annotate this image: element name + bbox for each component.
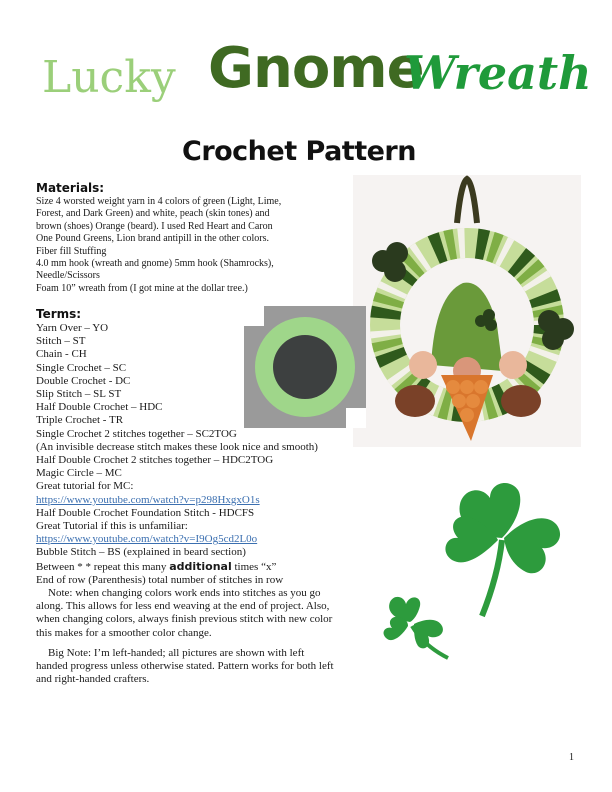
- title-subtitle: Crochet Pattern: [182, 136, 416, 167]
- terms-heading: Terms:: [36, 307, 82, 321]
- note-paragraph: Note: when changing colors work ends into stitches as you go along. This allows for less end weaving at the end of project. Also, when changing colors, always finish previous stitch with new color this makes for a smoother color change.: [36, 587, 333, 639]
- title-banner: [0, 36, 612, 167]
- materials-line: 4.0 mm hook (wreath and gnome) 5mm hook (Shamrocks),: [36, 258, 274, 270]
- term-line: Magic Circle – MC: [36, 467, 122, 480]
- term-line: Stitch – ST: [36, 335, 86, 348]
- title-gnome: Gnome: [208, 36, 424, 101]
- wreath-photo: [353, 175, 581, 447]
- term-line: Great Tutorial if this is unfamiliar:: [36, 520, 188, 533]
- term-line: Half Double Crochet 2 stitches together – HDC2TOG: [36, 454, 274, 467]
- materials-list: [36, 196, 336, 295]
- hdcfs-tutorial-link[interactable]: https://www.youtube.com/watch?v=I9Og5cd2L0o: [36, 533, 258, 546]
- big-note-paragraph: Big Note: I’m left-handed; all pictures are shown with left handed progress unless otherwise stated. Pattern works for both left and right-handed crafters.: [36, 646, 334, 686]
- materials-line: Forest, and Dark Green) and white, peach (skin tones) and: [36, 208, 270, 220]
- materials-line: Needle/Scissors: [36, 270, 100, 282]
- term-line: Single Crochet – SC: [36, 361, 127, 374]
- repeat-text-end: times “x”: [231, 560, 277, 573]
- term-line: Yarn Over – YO: [36, 322, 109, 334]
- shamrock-small-icon: [380, 590, 452, 662]
- term-line: Great tutorial for MC:: [36, 480, 134, 493]
- term-line: Slip Stitch – SL ST: [36, 388, 122, 401]
- term-line: Double Crochet - DC: [36, 374, 131, 387]
- term-line: (An invisible decrease stitch makes these look nice and smooth): [36, 440, 318, 453]
- foam-ring-photo: [244, 306, 366, 428]
- term-line: Half Double Crochet Foundation Stitch - HDCFS: [36, 506, 255, 519]
- repeat-line: [36, 560, 376, 574]
- materials-line: Size 4 worsted weight yarn in 4 colors of green (Light, Lime,: [36, 196, 282, 207]
- materials-line: Foam 10” wreath from (I got mine at the dollar tree.): [36, 282, 248, 294]
- term-line: Bubble Stitch – BS (explained in beard section): [36, 546, 246, 559]
- page-number: 1: [569, 752, 574, 763]
- materials-line: brown (shoes) Orange (beard). I used Red Heart and Caron: [36, 220, 273, 232]
- term-line: Single Crochet 2 stitches together – SC2TOG: [36, 427, 237, 440]
- repeat-text: Between * * repeat this many: [36, 560, 170, 573]
- term-line: Chain - CH: [36, 348, 87, 361]
- repeat-bold: additional: [169, 559, 232, 573]
- materials-line: One Pound Greens, Lion brand antipill in the other colors.: [36, 233, 270, 245]
- term-line: Half Double Crochet – HDC: [36, 401, 163, 414]
- title-lucky: Lucky: [42, 52, 176, 103]
- title-wreath: Wreath: [404, 46, 592, 100]
- mc-tutorial-link[interactable]: https://www.youtube.com/watch?v=p298HxgxO1s: [36, 493, 260, 506]
- term-line: Triple Crochet - TR: [36, 414, 124, 427]
- term-line: End of row (Parenthesis) total number of stitches in row: [36, 573, 284, 586]
- materials-line: Fiber fill Stuffing: [36, 245, 107, 257]
- shamrock-icon: [436, 476, 570, 622]
- materials-heading: Materials:: [36, 181, 105, 195]
